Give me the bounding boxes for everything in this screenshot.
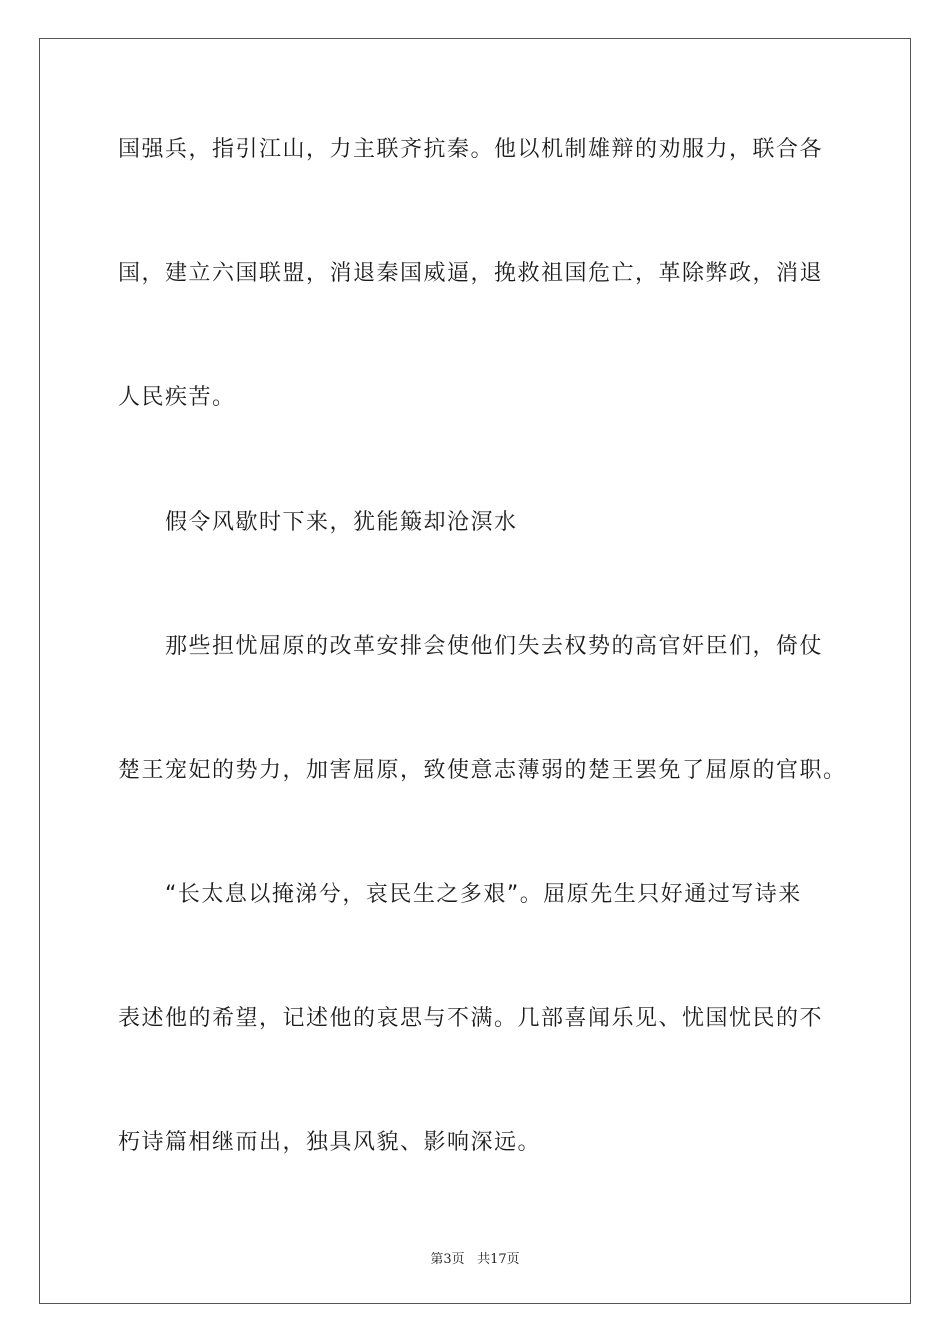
body-text-line: 国，建立六国联盟，消退秦国威逼，挽救祖国危亡，革除弊政，消退	[118, 261, 824, 286]
body-text-line: 人民疾苦。	[118, 385, 236, 410]
body-text-line: 朽诗篇相继而出，独具风貌、影响深远。	[118, 1130, 542, 1155]
page-number: 第3页	[430, 1252, 465, 1267]
body-text-line: 那些担忧屈原的改革安排会使他们失去权势的高官奸臣们，倚仗	[118, 634, 824, 659]
page-footer	[0, 1248, 950, 1267]
body-text-line: 楚王宠妃的势力，加害屈原，致使意志薄弱的楚王罢免了屈原的官职。	[118, 758, 847, 783]
body-text-line: 表述他的希望，记述他的哀思与不满。几部喜闻乐见、忧国忧民的不	[118, 1006, 824, 1031]
page-border	[39, 38, 911, 1304]
section-heading-line: 假令风歇时下来，犹能簸却沧溟水	[118, 510, 518, 535]
body-text-line: “长太息以掩涕兮，哀民生之多艰”。屈原先生只好通过写诗来	[118, 882, 802, 907]
body-text-line: 国强兵，指引江山，力主联齐抗秦。他以机制雄辩的劝服力，联合各	[118, 137, 824, 162]
page-total: 共17页	[477, 1252, 520, 1267]
